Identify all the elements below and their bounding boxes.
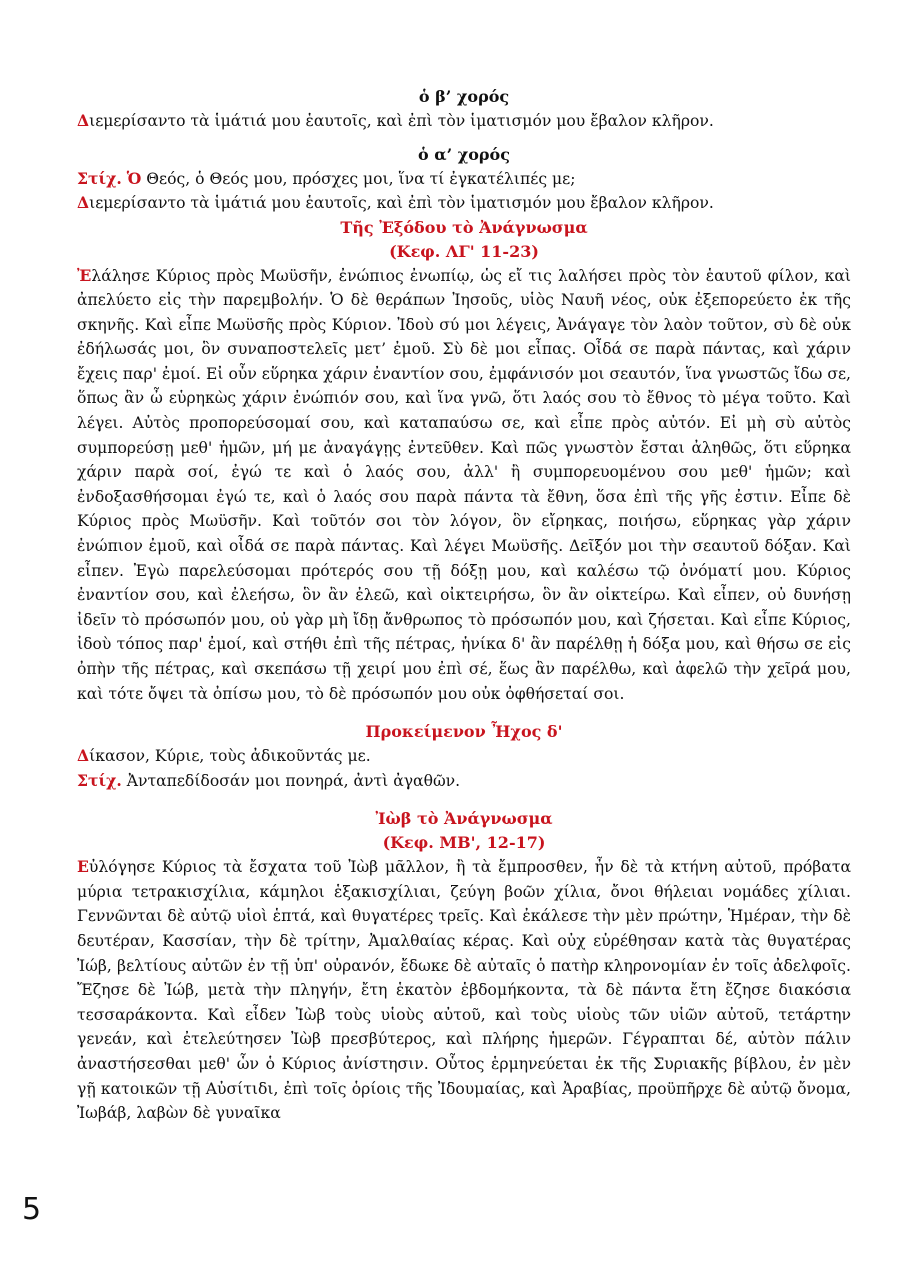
reading-text-exodus bbox=[77, 264, 851, 707]
stich-text: Θεός, ὁ Θεός μου, πρόσχες μοι, ἵνα τί ἐγκατέλιπές με; bbox=[141, 169, 576, 188]
page-number: 5 bbox=[22, 1192, 42, 1227]
red-initial: Δ bbox=[77, 193, 90, 212]
page-content bbox=[77, 84, 851, 1126]
verse-text: ιεμερίσαντο τὰ ἱμάτιά μου ἑαυτοῖς, καὶ ἐπὶ τὸν ἱματισμόν μου ἔβαλον κλῆρον. bbox=[89, 112, 714, 130]
stich-line bbox=[77, 167, 851, 192]
stich-line bbox=[77, 769, 851, 794]
prokeimenon-title: Προκείμενον Ἦχος δ' bbox=[365, 722, 563, 742]
red-initial: Δ bbox=[77, 111, 90, 130]
verse-text: ίκασον, Κύριε, τοὺς ἀδικοῦντάς με. bbox=[89, 747, 371, 766]
reading-reference-exodus: (Κεφ. ΛΓ' 11-23) bbox=[389, 241, 539, 261]
verse-line bbox=[77, 191, 851, 216]
section-title-second-choir: ὁ β’ χορός bbox=[418, 87, 510, 106]
verse-text: ιεμερίσαντο τὰ ἱμάτιά μου ἑαυτοῖς, καὶ ἐπὶ τὸν ἱματισμόν μου ἔβαλον κλῆρον. bbox=[89, 194, 714, 212]
stich-label: Στίχ. bbox=[77, 770, 122, 790]
reading-body: ὐλόγησε Κύριος τὰ ἔσχατα τοῦ Ἰὼβ μᾶλλον, ἢ τὰ ἔμπροσθεν, ἦν δὲ τὰ κτήνη αὐτοῦ, πρόβατα μύρια τετρακισχίλια, κάμηλοι ἑξακισχίλιαι, ζεύγη βοῶν χίλια, ὄνοι θήλειαι νομάδες χίλιαι. Γεννῶνται δὲ αὐτῷ υἱοὶ ἑπτά, καὶ θυγατέρες τρεῖς. Καὶ ἐκάλεσε τὴν μὲν πρώτην, Ἡμέραν, τὴν δὲ δευτέραν, Κασσίαν, τὴν δὲ τρίτην, Ἀμαλθαίας κέρας. Καὶ οὐχ εὑρέθησαν κατὰ τὰς θυγατέρας Ἰώβ, βελτίους αὐτῶν ἐν τῇ ὑπ' οὐρανόν, ἔδωκε δὲ αὐταῖς ὁ πατὴρ κληρονομίαν ἐν τοῖς ἀδελφοῖς. Ἔζησε δὲ Ἰώβ, μετὰ τὴν πληγήν, ἔτη ἑκατὸν ἑβδομήκοντα, τὰ δὲ πάντα ἔτη ἔζησε διακόσια τεσσαράκοντα. Καὶ εἶδεν Ἰὼβ τοὺς υἱοὺς αὐτοῦ, καὶ τοὺς υἱοὺς τῶν υἱῶν αὐτοῦ, τετάρτην γενεάν, καὶ ἐτελεύτησεν Ἰὼβ πρεσβύτερος, καὶ πλήρης ἡμερῶν. Γέγραπται δέ, αὐτὸν πάλιν ἀναστήσεσθαι μεθ' ὧν ὁ Κύριος ἀνίστησιν. Οὗτος ἑρμηνεύεται ἐκ τῆς Συριακῆς βίβλου, ἐν μὲν γῇ κατοικῶν τῇ Αὐσίτιδι, ἐπὶ τοῖς ὁρίοις τῆς Ἰδουμαίας, καὶ Ἀραβίας, προϋπῆρχε δὲ αὐτῷ ὄνομα, Ἰωβάβ, λαβὼν δὲ γυναῖκα bbox=[77, 858, 851, 1123]
reading-text-job bbox=[77, 855, 851, 1126]
reading-body: λάλησε Κύριος πρὸς Μωϋσῆν, ἐνώπιος ἐνωπίῳ, ὡς εἴ τις λαλήσει πρὸς τὸν ἑαυτοῦ φίλον, καὶ ἀπελύετο εἰς τὴν παρεμβολήν. Ὁ δὲ θεράπων Ἰησοῦς, υἱὸς Ναυῆ νέος, οὐκ ἐξεπορεύετο ἐκ τῆς σκηνῆς. Καὶ εἶπε Μωϋσῆς πρὸς Κύριον. Ἰδοὺ σύ μοι λέγεις, Ἀνάγαγε τὸν λαὸν τοῦτον, σὺ δὲ οὐκ ἐδήλωσάς μοι, ὃν συναποστελεῖς μετ’ ἐμοῦ. Σὺ δὲ μοι εἶπας. Οἶδά σε παρὰ πάντας, καὶ χάριν ἔχεις παρ' ἐμοί. Εἰ οὖν εὕρηκα χάριν ἐναντίον σου, ἐμφάνισόν μοι σεαυτόν, ἵνα γνωστῶς ἴδω σε, ὅπως ἂν ὦ εὑρηκὼς χάριν ἐνώπιόν σου, καὶ ἵνα γνῶ, ὅτι λαός σου τὸ ἔθνος τὸ μέγα τοῦτο. Καὶ λέγει. Αὐτὸς προπορεύσομαί σου, καὶ καταπαύσω σε, καὶ εἶπε πρὸς αὐτόν. Εἰ μὴ σὺ αὐτὸς συμπορεύσῃ μεθ' ἡμῶν, μή με ἀναγάγῃς ἐντεῦθεν. Καὶ πῶς γνωστὸν ἔσται ἀληθῶς, ὅτι εὕρηκα χάριν παρὰ σοί, ἐγώ τε καὶ ὁ λαός σου, ἀλλ' ἢ συμπορευομένου σου μεθ' ἡμῶν; καὶ ἐνδοξασθήσομαι ἐγώ τε, καὶ ὁ λαός σου παρὰ πάντα τὰ ἔθνη, ὅσα ἐπὶ τῆς γῆς ἐστιν. Εἶπε δὲ Κύριος πρὸς Μωϋσῆν. Καὶ τοῦτόν σοι τὸν λόγον, ὃν εἴρηκας, ποιήσω, εὕρηκας γὰρ χάριν ἐνώπιον ἐμοῦ, καὶ οἶδά σε παρὰ πάντας. Καὶ λέγει Μωϋσῆς. Δεῖξόν μοι τὴν σεαυτοῦ δόξαν. Καὶ εἶπεν. Ἐγὼ παρελεύσομαι πρότερός σου τῇ δόξῃ μου, καὶ καλέσω τῷ ὀνόματί μου. Κύριος ἐναντίον σου, καὶ ἐλεήσω, ὃν ἂν ἐλεῶ, καὶ οἰκτειρήσω, ὃν ἂν οἰκτείρω. Καὶ εἶπεν, οὐ δυνήσῃ ἰδεῖν τὸ πρόσωπόν μου, οὐ γὰρ μὴ ἴδῃ ἄνθρωπος τὸ πρόσωπόν μου, καὶ ζήσεται. Καὶ εἶπε Κύριος, ἰδοὺ τόπος παρ' ἐμοί, καὶ στήθι ἐπὶ τῆς πέτρας, ἡνίκα δ' ἂν παρέλθῃ ἡ δόξα μου, καὶ θήσω σε εἰς ὀπὴν τῆς πέτρας, καὶ σκεπάσω τῇ χειρί μου ἐπὶ σέ, ἕως ἂν παρέλθω, καὶ ἀφελῶ τὴν χεῖρά μου, καὶ τότε ὄψει τὰ ὀπίσω μου, τὸ δὲ πρόσωπόν μου οὐκ ὀφθήσεταί σοι. bbox=[77, 266, 851, 703]
stich-text: Ἀνταπεδίδοσάν μοι πονηρά, ἀντὶ ἀγαθῶν. bbox=[121, 771, 461, 790]
reading-title-job: Ἰὼβ τὸ Ἀνάγνωσμα bbox=[375, 809, 553, 829]
red-initial: Δ bbox=[77, 746, 90, 766]
red-initial: Ἐ bbox=[77, 265, 92, 285]
section-title-first-choir: ὁ α’ χορός bbox=[418, 144, 510, 164]
verse-line bbox=[77, 109, 851, 134]
verse-line bbox=[77, 744, 851, 769]
red-initial: Ε bbox=[77, 857, 89, 877]
stich-label: Στίχ. bbox=[77, 168, 122, 188]
reading-reference-job: (Κεφ. ΜΒ', 12-17) bbox=[382, 833, 546, 853]
red-initial: Ὁ bbox=[126, 168, 142, 188]
reading-title-exodus: Τῆς Ἐξόδου τὸ Ἀνάγνωσμα bbox=[340, 217, 588, 237]
